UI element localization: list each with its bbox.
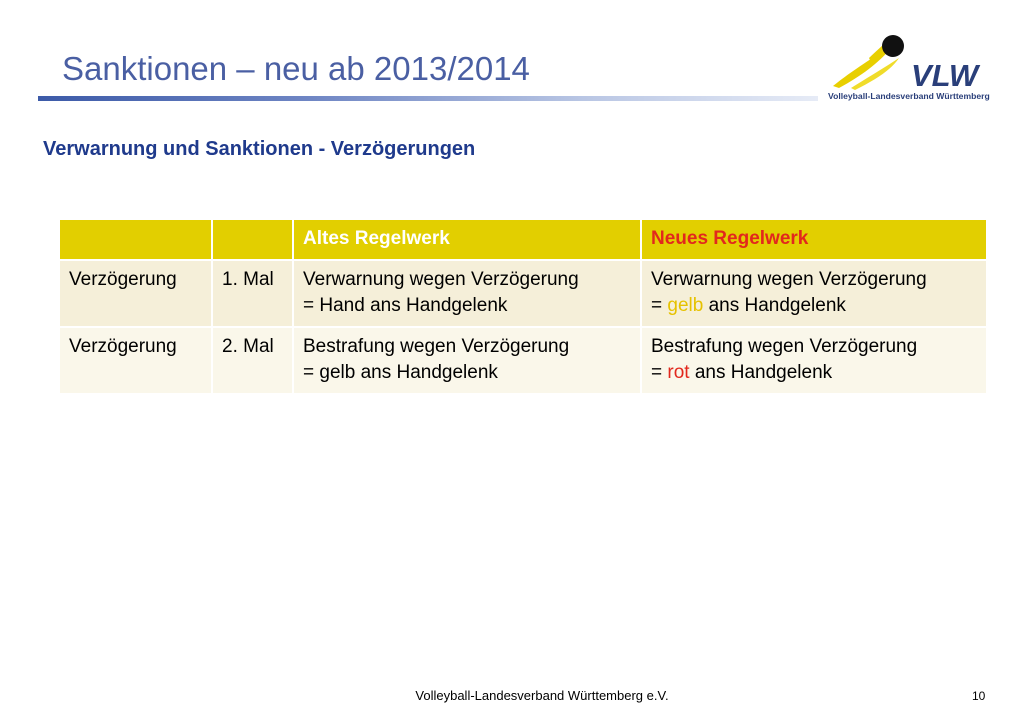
cell-new-rule bbox=[641, 260, 987, 327]
cell-count: 1. Mal bbox=[212, 260, 293, 327]
old-rule-line-1: Verwarnung wegen Verzögerung bbox=[303, 269, 579, 290]
logo-caption: Volleyball-Landesverband Württemberg bbox=[828, 91, 990, 101]
old-rule-line-1: Bestrafung wegen Verzögerung bbox=[303, 336, 570, 357]
footer-text: Volleyball-Landesverband Württemberg e.V. bbox=[415, 688, 669, 703]
title-underline bbox=[38, 96, 818, 101]
highlight-rot: rot bbox=[667, 362, 690, 383]
volleyball-icon bbox=[882, 35, 904, 57]
new-rule-suffix: ans Handgelenk bbox=[689, 362, 833, 383]
new-rule-suffix: ans Handgelenk bbox=[703, 295, 846, 316]
cell-new-rule bbox=[641, 327, 987, 394]
table-row bbox=[60, 260, 987, 327]
sanctions-table bbox=[60, 220, 988, 395]
header-old-rules: Altes Regelwerk bbox=[293, 220, 641, 260]
cell-type: Verzögerung bbox=[60, 327, 212, 394]
new-rule-line-1: Bestrafung wegen Verzögerung bbox=[651, 336, 918, 357]
header-cell-empty-2 bbox=[212, 220, 293, 260]
header-cell-empty-1 bbox=[60, 220, 212, 260]
cell-old-rule bbox=[293, 327, 641, 394]
new-rule-line-2 bbox=[651, 360, 977, 386]
logo-text: VLW bbox=[911, 58, 979, 93]
cell-count: 2. Mal bbox=[212, 327, 293, 394]
table-header-row bbox=[60, 220, 987, 260]
page-number: 10 bbox=[972, 689, 986, 703]
new-rule-line-1: Verwarnung wegen Verzögerung bbox=[651, 269, 927, 290]
cell-old-rule bbox=[293, 260, 641, 327]
header-new-rules: Neues Regelwerk bbox=[641, 220, 987, 260]
slide-title: Sanktionen – neu ab 2013/2014 bbox=[62, 50, 530, 87]
cell-type: Verzögerung bbox=[60, 260, 212, 327]
highlight-gelb: gelb bbox=[667, 295, 704, 316]
table-row bbox=[60, 327, 987, 394]
section-subtitle: Verwarnung und Sanktionen - Verzögerungen bbox=[43, 138, 476, 160]
new-rule-prefix: = bbox=[651, 362, 668, 383]
new-rule-prefix: = bbox=[651, 295, 668, 316]
new-rule-line-2 bbox=[651, 293, 977, 319]
old-rule-line-2: = gelb ans Handgelenk bbox=[303, 362, 498, 383]
old-rule-line-2: = Hand ans Handgelenk bbox=[303, 295, 508, 316]
